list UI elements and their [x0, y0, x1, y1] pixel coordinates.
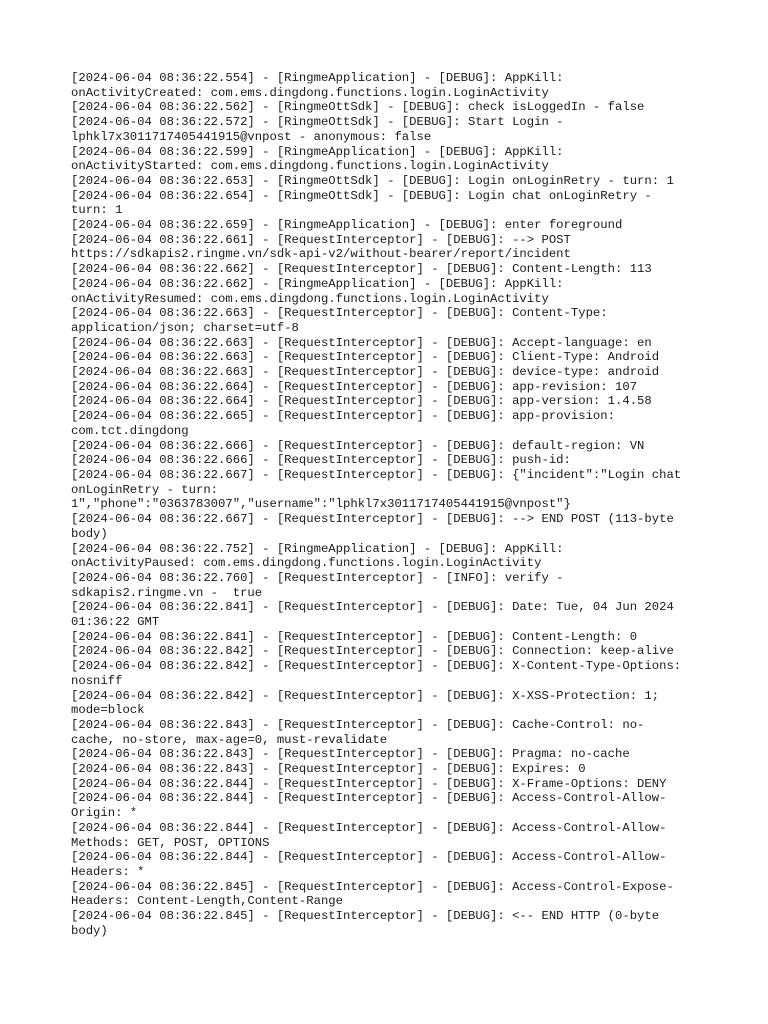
log-entry: [2024-06-04 08:36:22.844] - [RequestInterceptor] - [DEBUG]: Access-Control-Allow- Headers: * — [71, 850, 667, 879]
log-entry: [2024-06-04 08:36:22.665] - [RequestInterceptor] - [DEBUG]: app-provision: com.tct.dingdong — [71, 409, 615, 438]
log-entry: [2024-06-04 08:36:22.845] - [RequestInterceptor] - [DEBUG]: <-- END HTTP (0-byte body) — [71, 909, 660, 938]
log-entry: [2024-06-04 08:36:22.599] - [RingmeApplication] - [DEBUG]: AppKill: onActivityStarted: com.ems.dingdong.functions.login.LoginActivity — [71, 144, 564, 174]
log-entry: [2024-06-04 08:36:22.554] - [RingmeApplication] - [DEBUG]: AppKill: onActivityCreated: com.ems.dingdong.functions.login.LoginActivity — [71, 71, 564, 100]
log-entry: [2024-06-04 08:36:22.844] - [RequestInterceptor] - [DEBUG]: Access-Control-Allow- Origin: * — [71, 791, 667, 821]
log-entry: [2024-06-04 08:36:22.653] - [RingmeOttSdk] - [DEBUG]: Login onLoginRetry - turn: 1 — [71, 173, 674, 188]
log-entry: [2024-06-04 08:36:22.843] - [RequestInterceptor] - [DEBUG]: Expires: 0 — [71, 762, 586, 777]
log-entry: [2024-06-04 08:36:22.654] - [RingmeOttSdk] - [DEBUG]: Login chat onLoginRetry - turn: 1 — [71, 188, 652, 218]
log-entry: [2024-06-04 08:36:22.667] - [RequestInterceptor] - [DEBUG]: {"incident":"Login chat onLoginRetry - turn: 1","phone":"0363783007","username":"lphkl7x3011717405441915@vnpost"} — [71, 467, 682, 512]
log-entry: [2024-06-04 08:36:22.667] - [RequestInterceptor] - [DEBUG]: --> END POST (113-byte body) — [71, 512, 674, 541]
log-entry: [2024-06-04 08:36:22.752] - [RingmeApplication] - [DEBUG]: AppKill: onActivityPaused: com.ems.dingdong.functions.login.LoginActivity — [71, 541, 564, 571]
log-entry: [2024-06-04 08:36:22.841] - [RequestInterceptor] - [DEBUG]: Date: Tue, 04 Jun 2024 01:36:22 GMT — [71, 600, 674, 630]
log-entry: [2024-06-04 08:36:22.664] - [RequestInterceptor] - [DEBUG]: app-version: 1.4.58 — [71, 394, 652, 409]
log-entry: [2024-06-04 08:36:22.666] - [RequestInterceptor] - [DEBUG]: default-region: VN — [71, 438, 645, 453]
log-entry: [2024-06-04 08:36:22.659] - [RingmeApplication] - [DEBUG]: enter foreground — [71, 218, 623, 233]
log-entry: [2024-06-04 08:36:22.562] - [RingmeOttSdk] - [DEBUG]: check isLoggedIn - false — [71, 100, 645, 115]
log-entry: [2024-06-04 08:36:22.844] - [RequestInterceptor] - [DEBUG]: Access-Control-Allow- Methods: GET, POST, OPTIONS — [71, 820, 667, 850]
log-entry: [2024-06-04 08:36:22.664] - [RequestInterceptor] - [DEBUG]: app-revision: 107 — [71, 379, 638, 394]
log-entry: [2024-06-04 08:36:22.662] - [RingmeApplication] - [DEBUG]: AppKill: onActivityResumed: com.ems.dingdong.functions.login.LoginActivity — [71, 276, 564, 306]
log-entry: [2024-06-04 08:36:22.842] - [RequestInterceptor] - [DEBUG]: X-XSS-Protection: 1; mode=block — [71, 688, 660, 718]
log-entry: [2024-06-04 08:36:22.663] - [RequestInterceptor] - [DEBUG]: Accept-language: en — [71, 335, 652, 350]
log-entry: [2024-06-04 08:36:22.572] - [RingmeOttSdk] - [DEBUG]: Start Login - lphkl7x3011717405441915@vnpost - anonymous: false — [71, 115, 564, 144]
log-entry: [2024-06-04 08:36:22.663] - [RequestInterceptor] - [DEBUG]: Client-Type: Android — [71, 350, 660, 365]
log-entry: [2024-06-04 08:36:22.842] - [RequestInterceptor] - [DEBUG]: Connection: keep-alive — [71, 644, 674, 659]
log-entry: [2024-06-04 08:36:22.661] - [RequestInterceptor] - [DEBUG]: --> POST https://sdkapis2.ringme.vn/sdk-api-v2/without-bearer/report/incident — [71, 232, 571, 262]
log-document — [71, 71, 711, 938]
log-entry: [2024-06-04 08:36:22.666] - [RequestInterceptor] - [DEBUG]: push-id: — [71, 453, 571, 468]
log-entry: [2024-06-04 08:36:22.845] - [RequestInterceptor] - [DEBUG]: Access-Control-Expose- Headers: Content-Length,Content-Range — [71, 879, 674, 909]
log-entry: [2024-06-04 08:36:22.841] - [RequestInterceptor] - [DEBUG]: Content-Length: 0 — [71, 629, 638, 644]
log-entry: [2024-06-04 08:36:22.662] - [RequestInterceptor] - [DEBUG]: Content-Length: 113 — [71, 262, 652, 277]
log-entry: [2024-06-04 08:36:22.843] - [RequestInterceptor] - [DEBUG]: Cache-Control: no- cache, no-store, max-age=0, must-revalidate — [71, 717, 645, 747]
log-entry: [2024-06-04 08:36:22.663] - [RequestInterceptor] - [DEBUG]: Content-Type: application/json; charset=utf-8 — [71, 306, 608, 335]
log-entry: [2024-06-04 08:36:22.843] - [RequestInterceptor] - [DEBUG]: Pragma: no-cache — [71, 747, 630, 762]
log-entry: [2024-06-04 08:36:22.844] - [RequestInterceptor] - [DEBUG]: X-Frame-Options: DENY — [71, 776, 667, 791]
log-entry: [2024-06-04 08:36:22.842] - [RequestInterceptor] - [DEBUG]: X-Content-Type-Options: nosniff — [71, 659, 682, 688]
log-entry: [2024-06-04 08:36:22.663] - [RequestInterceptor] - [DEBUG]: device-type: android — [71, 365, 660, 380]
log-entry: [2024-06-04 08:36:22.760] - [RequestInterceptor] - [INFO]: verify - sdkapis2.ringme.vn - true — [71, 570, 564, 600]
